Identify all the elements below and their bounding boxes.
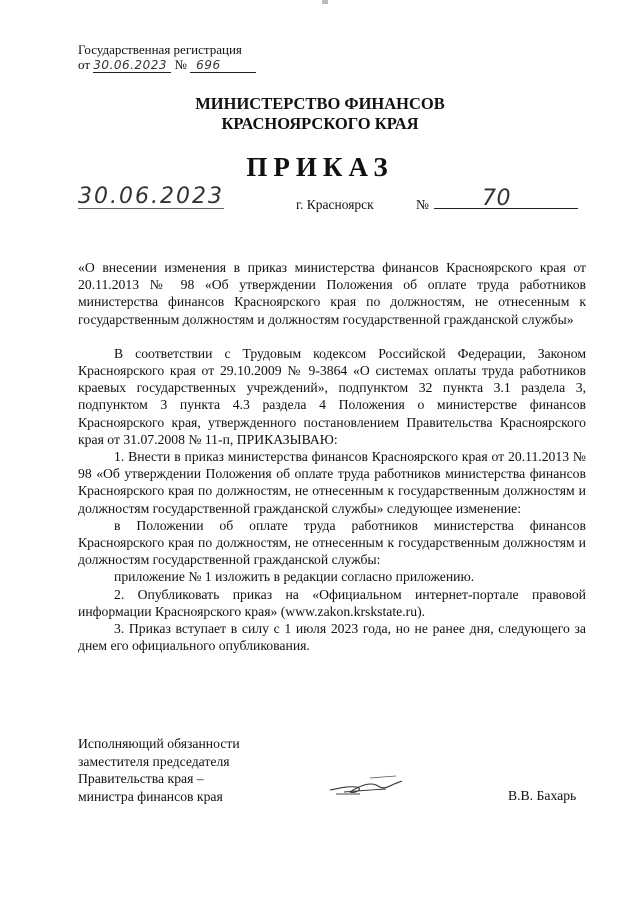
registration-number: 696 <box>190 59 256 73</box>
order-date: 30.06.2023 <box>78 184 224 209</box>
signatory-line2: заместителя председателя <box>78 753 230 769</box>
handwritten-signature <box>326 768 406 807</box>
signatory-line1: Исполняющий обязанности <box>78 736 240 751</box>
registration-label: Государственная регистрация <box>78 42 242 57</box>
ministry-header <box>0 94 640 134</box>
order-number-label: № <box>416 197 429 212</box>
preamble-paragraph: В соответствии с Трудовым кодексом Российской Федерации, Законом Красноярского края от 29.10.2009 № 9-3864 «О системах оплаты труда работников краевых государственных учреждений», подпунктом 32 пункта 3.1 раздела 3, подпунктом 3 пункта 4.3 раздела 4 Положения о министерстве финансов Красноярского края, утвержденного постановлением Правительства Красноярского края от 31.07.2008 № 11-п, ПРИКАЗЫВАЮ: <box>78 345 586 447</box>
ministry-name-line1: МИНИСТЕРСТВО ФИНАНСОВ <box>195 94 445 113</box>
registration-number-label: № <box>174 57 187 72</box>
ministry-name-line2: КРАСНОЯРСКОГО КРАЯ <box>221 114 419 133</box>
registration-stamp <box>78 42 256 73</box>
order-city: г. Красноярск <box>296 197 374 212</box>
order-title: «О внесении изменения в приказ министерства финансов Красноярского края от 20.11.2013 № 98 «Об утверждении Положения об оплате труда работников министерства финансов Красноярского края по должностям, не отнесенным к государственным должностям и должностям государственной гражданской службы» <box>78 260 586 327</box>
signatory-position <box>78 735 240 805</box>
registration-date: 30.06.2023 <box>93 59 171 73</box>
signatory-line3: Правительства края – <box>78 771 204 786</box>
document-type-heading: ПРИКАЗ <box>246 152 394 182</box>
clause-1-change: приложение № 1 изложить в редакции согласно приложению. <box>114 569 475 585</box>
clause-1: 1. Внести в приказ министерства финансов Красноярского края от 20.11.2013 № 98 «Об утверждении Положения об оплате труда работников министерства финансов Красноярского края по должностям, не отнесенным к государственным должностям и должностям государственной гражданской службы» следующее изменение: <box>78 449 586 516</box>
clause-2: 2. Опубликовать приказ на «Официальном интернет-портале правовой информации Красноярского края» (www.zakon.krskstate.ru). <box>78 586 586 619</box>
registration-from-label: от <box>78 57 91 72</box>
scan-artifact <box>322 0 328 4</box>
clause-3: 3. Приказ вступает в силу с 1 июля 2023 года, но не ранее дня, следующего за днем его официального опубликования. <box>78 621 586 654</box>
registration-line <box>78 57 256 73</box>
order-number: 70 <box>482 186 511 211</box>
clause-1-detail: в Положении об оплате труда работников министерства финансов Красноярского края по должностям, не отнесенным к государственным должностям и должностям государственной гражданской службы: <box>78 517 586 568</box>
signature-scribble <box>326 768 406 802</box>
signatory-line4: министра финансов края <box>78 788 223 804</box>
order-body <box>78 259 586 654</box>
signatory-name: В.В. Бахарь <box>508 788 577 803</box>
